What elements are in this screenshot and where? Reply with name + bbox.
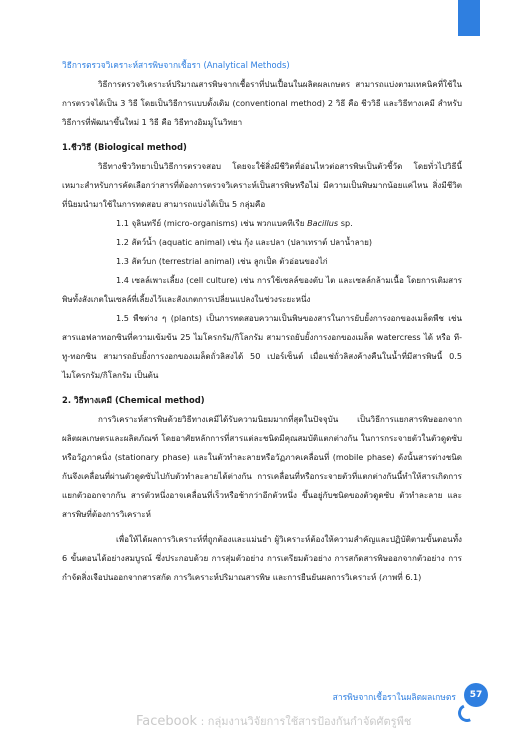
bio-item-1-text: 1.1 จุลินทรีย์ (micro-organisms) เช่น พวกแบคทีเรีย [116,218,308,228]
bio-item-1-italic: Bacillus [307,218,339,228]
running-footer-title: สารพิษจากเชื้อราในผลิตผลเกษตร [332,693,456,703]
section-heading: วิธีการตรวจวิเคราะห์สารพิษจากเชื้อรา (Analytical Methods) [62,60,290,70]
bio-item-5: 1.5 พืชต่าง ๆ (plants) เป็นการทดสอบความเป็นพิษของสารในการยับยั้งการงอกของเมล็ดพืช เช่น สารแอฟลาทอกซินที่ความเข้มข้น 25 ไมโครกรัม/กิโลกรัม สามารถยับยั้งการงอกของเมล็ด watercress ได้ หรือ ที-ทู-ทอกซิน สามารถยับยั้งการงอกของเมล็ดถั่วลิสงได้ 50 เปอร์เซ็นต์ เมื่อแช่ถั่วลิสงค้างคืนในน้ำที่มีสารพิษนี้ 0.5 ไมโครกรัม/กิโลกรัม เป็นต้น [62,313,462,380]
bio-item-3: 1.3 สัตว์บก (terrestrial animal) เช่น ลูกเป็ด ตัวอ่อนของไก่ [116,256,328,266]
page-body [62,56,462,587]
chemical-method-paragraph-1: การวิเคราะห์สารพิษด้วยวิธีทางเคมีได้รับความนิยมมากที่สุดในปัจจุบัน เป็นวิธีการแยกสารพิษออกจากผลิตผลเกษตรและผลิตภัณฑ์ โดยอาศัยหลักการที่สารแต่ละชนิดมีคุณสมบัติแตกต่างกัน ในการกระจายตัวในตัวดูดซับหรือวัฏภาคนิ่ง (stationary phase) และในตัวทำละลายหรือวัฏภาคเคลื่อนที่ (mobile phase) ดังนั้นสารต่างชนิดกันจึงเคลื่อนที่ผ่านตัวดูดซับไปกับตัวทำละลายได้ต่างกัน การเคลื่อนที่หรือกระจายตัวที่แตกต่างกันนี้ทำให้สารเกิดการแยกตัวออกจากกัน สารตัวหนึ่งอาจเคลื่อนที่เร็วหรือช้ากว่าอีกตัวหนึ่ง ขึ้นอยู่กับชนิดของตัวดูดซับ ตัวทำละลาย และสารพิษที่ต้องการวิเคราะห์ [62,414,462,519]
biological-method-intro: วิธีทางชีววิทยาเป็นวิธีการตรวจสอบ โดยจะใช้สิ่งมีชีวิตที่อ่อนไหวต่อสารพิษเป็นตัวชี้วัด โดยทั่วไปวิธีนี้เหมาะสำหรับการคัดเลือกว่าสารที่ต้องการตรวจวิเคราะห์เป็นสารพิษหรือไม่ มีความเป็นพิษมากน้อยแค่ไหน สิ่งมีชีวิตที่นิยมนำมาใช้ในการทดสอบ สามารถแบ่งได้เป็น 5 กลุ่มคือ [62,161,462,209]
chemical-method-paragraph-2: เพื่อให้ได้ผลการวิเคราะห์ที่ถูกต้องและแม่นยำ ผู้วิเคราะห์ต้องให้ความสำคัญและปฏิบัติตามขั้นตอนทั้ง 6 ขั้นตอนได้อย่างสมบูรณ์ ซึ่งประกอบด้วย การสุ่มตัวอย่าง การเตรียมตัวอย่าง การสกัดสารพิษออกจากตัวอย่าง การกำจัดสิ่งเจือปนออกจากสารสกัด การวิเคราะห์ปริมาณสารพิษ และการยืนยันผลการวิเคราะห์ (ภาพที่ 6.1) [62,534,462,582]
bio-item-1-suffix: sp. [338,218,353,228]
watermark-group: กลุ่มงานวิจัยการใช้สารป้องกันกำจัดศัตรูพืช [207,715,412,728]
bio-item-2: 1.2 สัตว์น้ำ (aquatic animal) เช่น กุ้ง และปลา (ปลาเทราต์ ปลาน้ำลาย) [116,237,373,247]
top-color-tab [458,0,480,36]
watermark-separator: : [197,715,208,728]
chemical-method-heading: 2. วิธีทางเคมี (Chemical method) [62,395,205,405]
page-number-badge: 57 [464,683,488,707]
facebook-watermark [136,712,426,730]
intro-paragraph: วิธีการตรวจวิเคราะห์ปริมาณสารพิษจากเชื้อราที่ปนเปื้อนในผลิตผลเกษตร สามารถแบ่งตามเทคนิคที่ใช้ในการตรวจได้เป็น 3 วิธี โดยเป็นวิธีการแบบดั้งเดิม (conventional method) 2 วิธี คือ ชีววิธี และวิธีทางเคมี สำหรับวิธีการที่พัฒนาขึ้นใหม่ 1 วิธี คือ วิธีทางอิมมูโนวิทยา [62,79,462,127]
watermark-platform: Facebook [136,714,198,729]
biological-method-heading: 1.ชีววิธี (Biological method) [62,142,187,152]
bio-item-1 [62,214,462,233]
bio-item-4: 1.4 เซลล์เพาะเลี้ยง (cell culture) เช่น การใช้เซลล์ของตับ ไต และเซลล์กล้ามเนื้อ โดยการเติมสารพิษทั้งสังเกตในเซลล์ที่เลี้ยงไว้และสังเกตการเปลี่ยนแปลงในช่วงระยะหนึ่ง [62,275,462,304]
